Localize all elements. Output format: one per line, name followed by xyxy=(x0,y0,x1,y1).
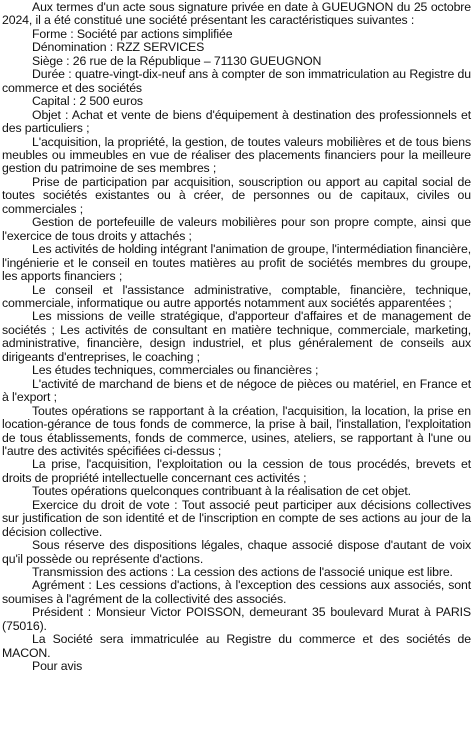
purpose-item: L'activité de marchand de biens et de négoce de pièces ou matériel, en France et à l'export ; xyxy=(2,376,471,405)
purpose-item: La prise, l'acquisition, l'exploitation ou la cession de tous procédés, brevets et droits de propriété intellectuelle concernant ces activités ; xyxy=(2,457,471,485)
purpose-item: Les missions de veille stratégique, d'apporteur d'affaires et de management de sociétés ; Les activités de consultant en matière technique, commerciale, marketing, administrative, financière, design industriel, et plus généralement de conseils aux dirigeants d'entreprises, le coaching ; xyxy=(2,309,471,364)
denomination-line: Dénomination : RZZ SERVICES xyxy=(32,40,205,55)
registration-line: La Société sera immatriculée au Registre du commerce et des sociétés de MACON. xyxy=(2,632,471,660)
purpose-item: Les études techniques, commerciales ou financières ; xyxy=(32,363,319,378)
intro-paragraph: Aux termes d'un acte sous signature privée en date à GUEUGNON du 25 octobre 2024, il a été constitué une société présentant les caractéristiques suivantes : xyxy=(2,0,471,28)
share-transfer-line: Transmission des actions : La cession des actions de l'associé unique est libre. xyxy=(32,565,453,580)
closing-line: Pour avis xyxy=(32,659,83,674)
purpose-item: L'acquisition, la propriété, la gestion, de toutes valeurs mobilières et de tous biens meubles ou immeubles en vue de réaliser des placements financiers pour la meilleure gestion du patrimoine de ses membres ; xyxy=(2,134,471,176)
form-line: Forme : Société par actions simplifiée xyxy=(32,26,233,41)
purpose-paragraph: Objet : Achat et vente de biens d'équipement à destination des professionnels et des particuliers ; xyxy=(2,107,471,136)
purpose-item: Prise de participation par acquisition, souscription ou apport au capital social de toutes sociétés existantes ou à créer, de personnes ou de capitaux, civiles ou commerciales ; xyxy=(2,174,471,216)
purpose-item: Toutes opérations quelconques contribuant à la réalisation de cet objet. xyxy=(32,484,411,499)
capital-line: Capital : 2 500 euros xyxy=(32,94,143,109)
voting-rights-paragraph: Exercice du droit de vote : Tout associé peut participer aux décisions collectives sur justification de son identité et de l'inscription en compte de ses actions au jour de la décision collective. xyxy=(2,497,471,539)
purpose-item: Toutes opérations se rapportant à la création, l'acquisition, la location, la prise en location-gérance de tous fonds de commerce, la prise à bail, l'installation, l'exploitation de tous établissements, fonds de commerce, usines, ateliers, se rapportant à l'une ou l'autre des activités spécifiées ci-dessus ; xyxy=(2,403,471,458)
purpose-item: Gestion de portefeuille de valeurs mobilières pour son propre compte, ainsi que l'exercice de tous droits y attachés ; xyxy=(2,215,471,243)
duration-line: Durée : quatre-vingt-dix-neuf ans à compter de son immatriculation au Registre du commerce et des sociétés xyxy=(2,67,471,95)
approval-paragraph: Agrément : Les cessions d'actions, à l'exception des cessions aux associés, sont soumises à l'agrément de la collectivité des associés. xyxy=(2,578,471,606)
president-paragraph: Président : Monsieur Victor POISSON, demeurant 35 boulevard Murat à PARIS (75016). xyxy=(2,605,471,633)
purpose-item: Le conseil et l'assistance administrative, comptable, financière, technique, commerciale, informatique ou autre apportés notamment aux sociétés apparentées ; xyxy=(2,282,471,310)
registered-office-line: Siège : 26 rue de la République – 71130 GUEUGNON xyxy=(32,53,322,68)
voting-reserve-paragraph: Sous réserve des dispositions légales, chaque associé dispose d'autant de voix qu'il possède ou représente d'actions. xyxy=(2,538,471,566)
purpose-item: Les activités de holding intégrant l'animation de groupe, l'intermédiation financière, l'ingénierie et le conseil en toutes matières au profit de sociétés membres du groupe, les apports financiers ; xyxy=(2,242,471,284)
